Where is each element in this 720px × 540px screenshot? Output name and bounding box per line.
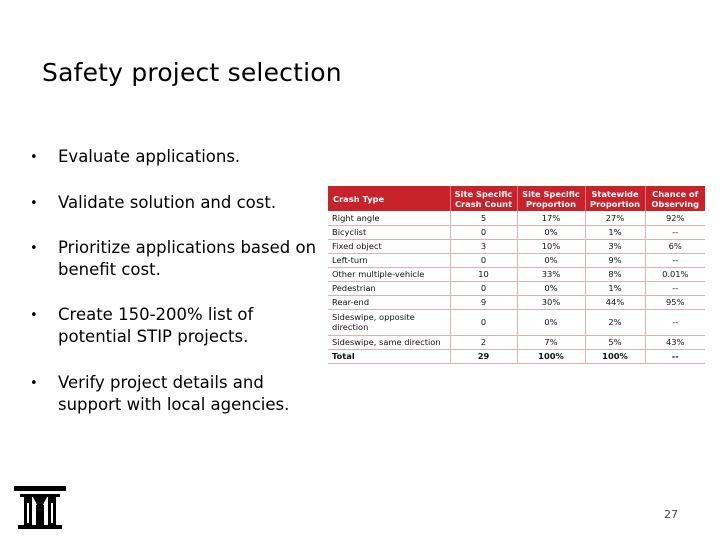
table-row (328, 267, 705, 281)
table-total-row (328, 349, 705, 363)
table-cell: 92% (645, 211, 705, 225)
table-cell: -- (645, 309, 705, 335)
table-cell: 43% (645, 335, 705, 349)
bullet-item (28, 237, 328, 281)
table-cell: 95% (645, 295, 705, 309)
page-number: 27 (664, 508, 678, 521)
table-row (328, 211, 705, 225)
table-cell: 30% (517, 295, 585, 309)
bullet-dot: • (30, 376, 38, 391)
table-cell: Left-turn (328, 253, 450, 267)
column-header: Site Specific Proportion (517, 186, 585, 211)
bullet-text: Validate solution and cost. (58, 193, 277, 212)
bullet-dot: • (30, 196, 38, 211)
table-cell: 0.01% (645, 267, 705, 281)
table-cell: -- (645, 281, 705, 295)
table-cell: 10% (517, 239, 585, 253)
table-row (328, 295, 705, 309)
table-cell: 5 (450, 211, 517, 225)
bullet-item (28, 372, 328, 416)
bullet-item (28, 146, 328, 170)
table-cell: 33% (517, 267, 585, 281)
table-cell: 17% (517, 211, 585, 225)
table-cell: -- (671, 351, 679, 361)
bullet-dot: • (30, 150, 38, 165)
txdot-logo-icon (14, 483, 66, 529)
table-cell: 0% (517, 281, 585, 295)
table-header-row (328, 186, 705, 211)
bullet-dot: • (30, 241, 38, 256)
slide-title: Safety project selection (42, 58, 342, 87)
table-cell: 27% (585, 211, 645, 225)
table-cell: 8% (585, 267, 645, 281)
table-cell: Rear-end (328, 295, 450, 309)
column-header: Crash Type (328, 186, 450, 211)
bullet-text: Create 150-200% list of potential STIP projects. (58, 305, 254, 346)
table-cell: 9% (585, 253, 645, 267)
table-cell: Total (328, 349, 450, 363)
table-cell: 0% (517, 225, 585, 239)
table-cell: 3% (585, 239, 645, 253)
table-cell: 6% (645, 239, 705, 253)
table-cell: 100% (517, 349, 585, 363)
table-row (328, 281, 705, 295)
bullet-item (28, 192, 328, 216)
table-row (328, 239, 705, 253)
table-row (328, 225, 705, 239)
table-cell: 0% (517, 253, 585, 267)
bullet-text: Prioritize applications based on benefit cost. (58, 238, 317, 279)
table-cell: 1% (585, 281, 645, 295)
column-header: Statewide Proportion (585, 186, 645, 211)
table-cell: Other multiple-vehicle (328, 267, 450, 281)
table-cell: 44% (585, 295, 645, 309)
table-cell: 9 (450, 295, 517, 309)
table-cell: 7% (517, 335, 585, 349)
table-cell: 0 (450, 281, 517, 295)
table-cell: 2 (450, 335, 517, 349)
table-cell: Fixed object (328, 239, 450, 253)
table-cell: 100% (585, 349, 645, 363)
table-cell: Sideswipe, same direction (328, 335, 450, 349)
table-row (328, 309, 705, 335)
crash-type-table (328, 186, 705, 364)
table-cell: 0 (450, 309, 517, 335)
table-cell: 1% (585, 225, 645, 239)
column-header: Site Specific Crash Count (450, 186, 517, 211)
table-cell: Bicyclist (328, 225, 450, 239)
table-cell: 0 (450, 253, 517, 267)
bullet-item (28, 304, 328, 348)
table-cell: 29 (450, 349, 517, 363)
bullet-text: Verify project details and support with local agencies. (58, 373, 290, 414)
table-row (328, 335, 705, 349)
table-row (328, 253, 705, 267)
table-cell: -- (645, 225, 705, 239)
table-cell: -- (645, 253, 705, 267)
table-cell: 0 (450, 225, 517, 239)
table-cell: 0% (517, 309, 585, 335)
table-cell: Right angle (328, 211, 450, 225)
column-header: Chance of Observing (645, 186, 705, 211)
bullet-text: Evaluate applications. (58, 147, 241, 166)
table-cell: Pedestrian (328, 281, 450, 295)
table-cell: 3 (450, 239, 517, 253)
table-cell: 10 (450, 267, 517, 281)
table-cell: Sideswipe, opposite direction (328, 309, 450, 335)
table-cell: 2% (585, 309, 645, 335)
table-cell: 5% (585, 335, 645, 349)
bullet-dot: • (30, 308, 38, 323)
